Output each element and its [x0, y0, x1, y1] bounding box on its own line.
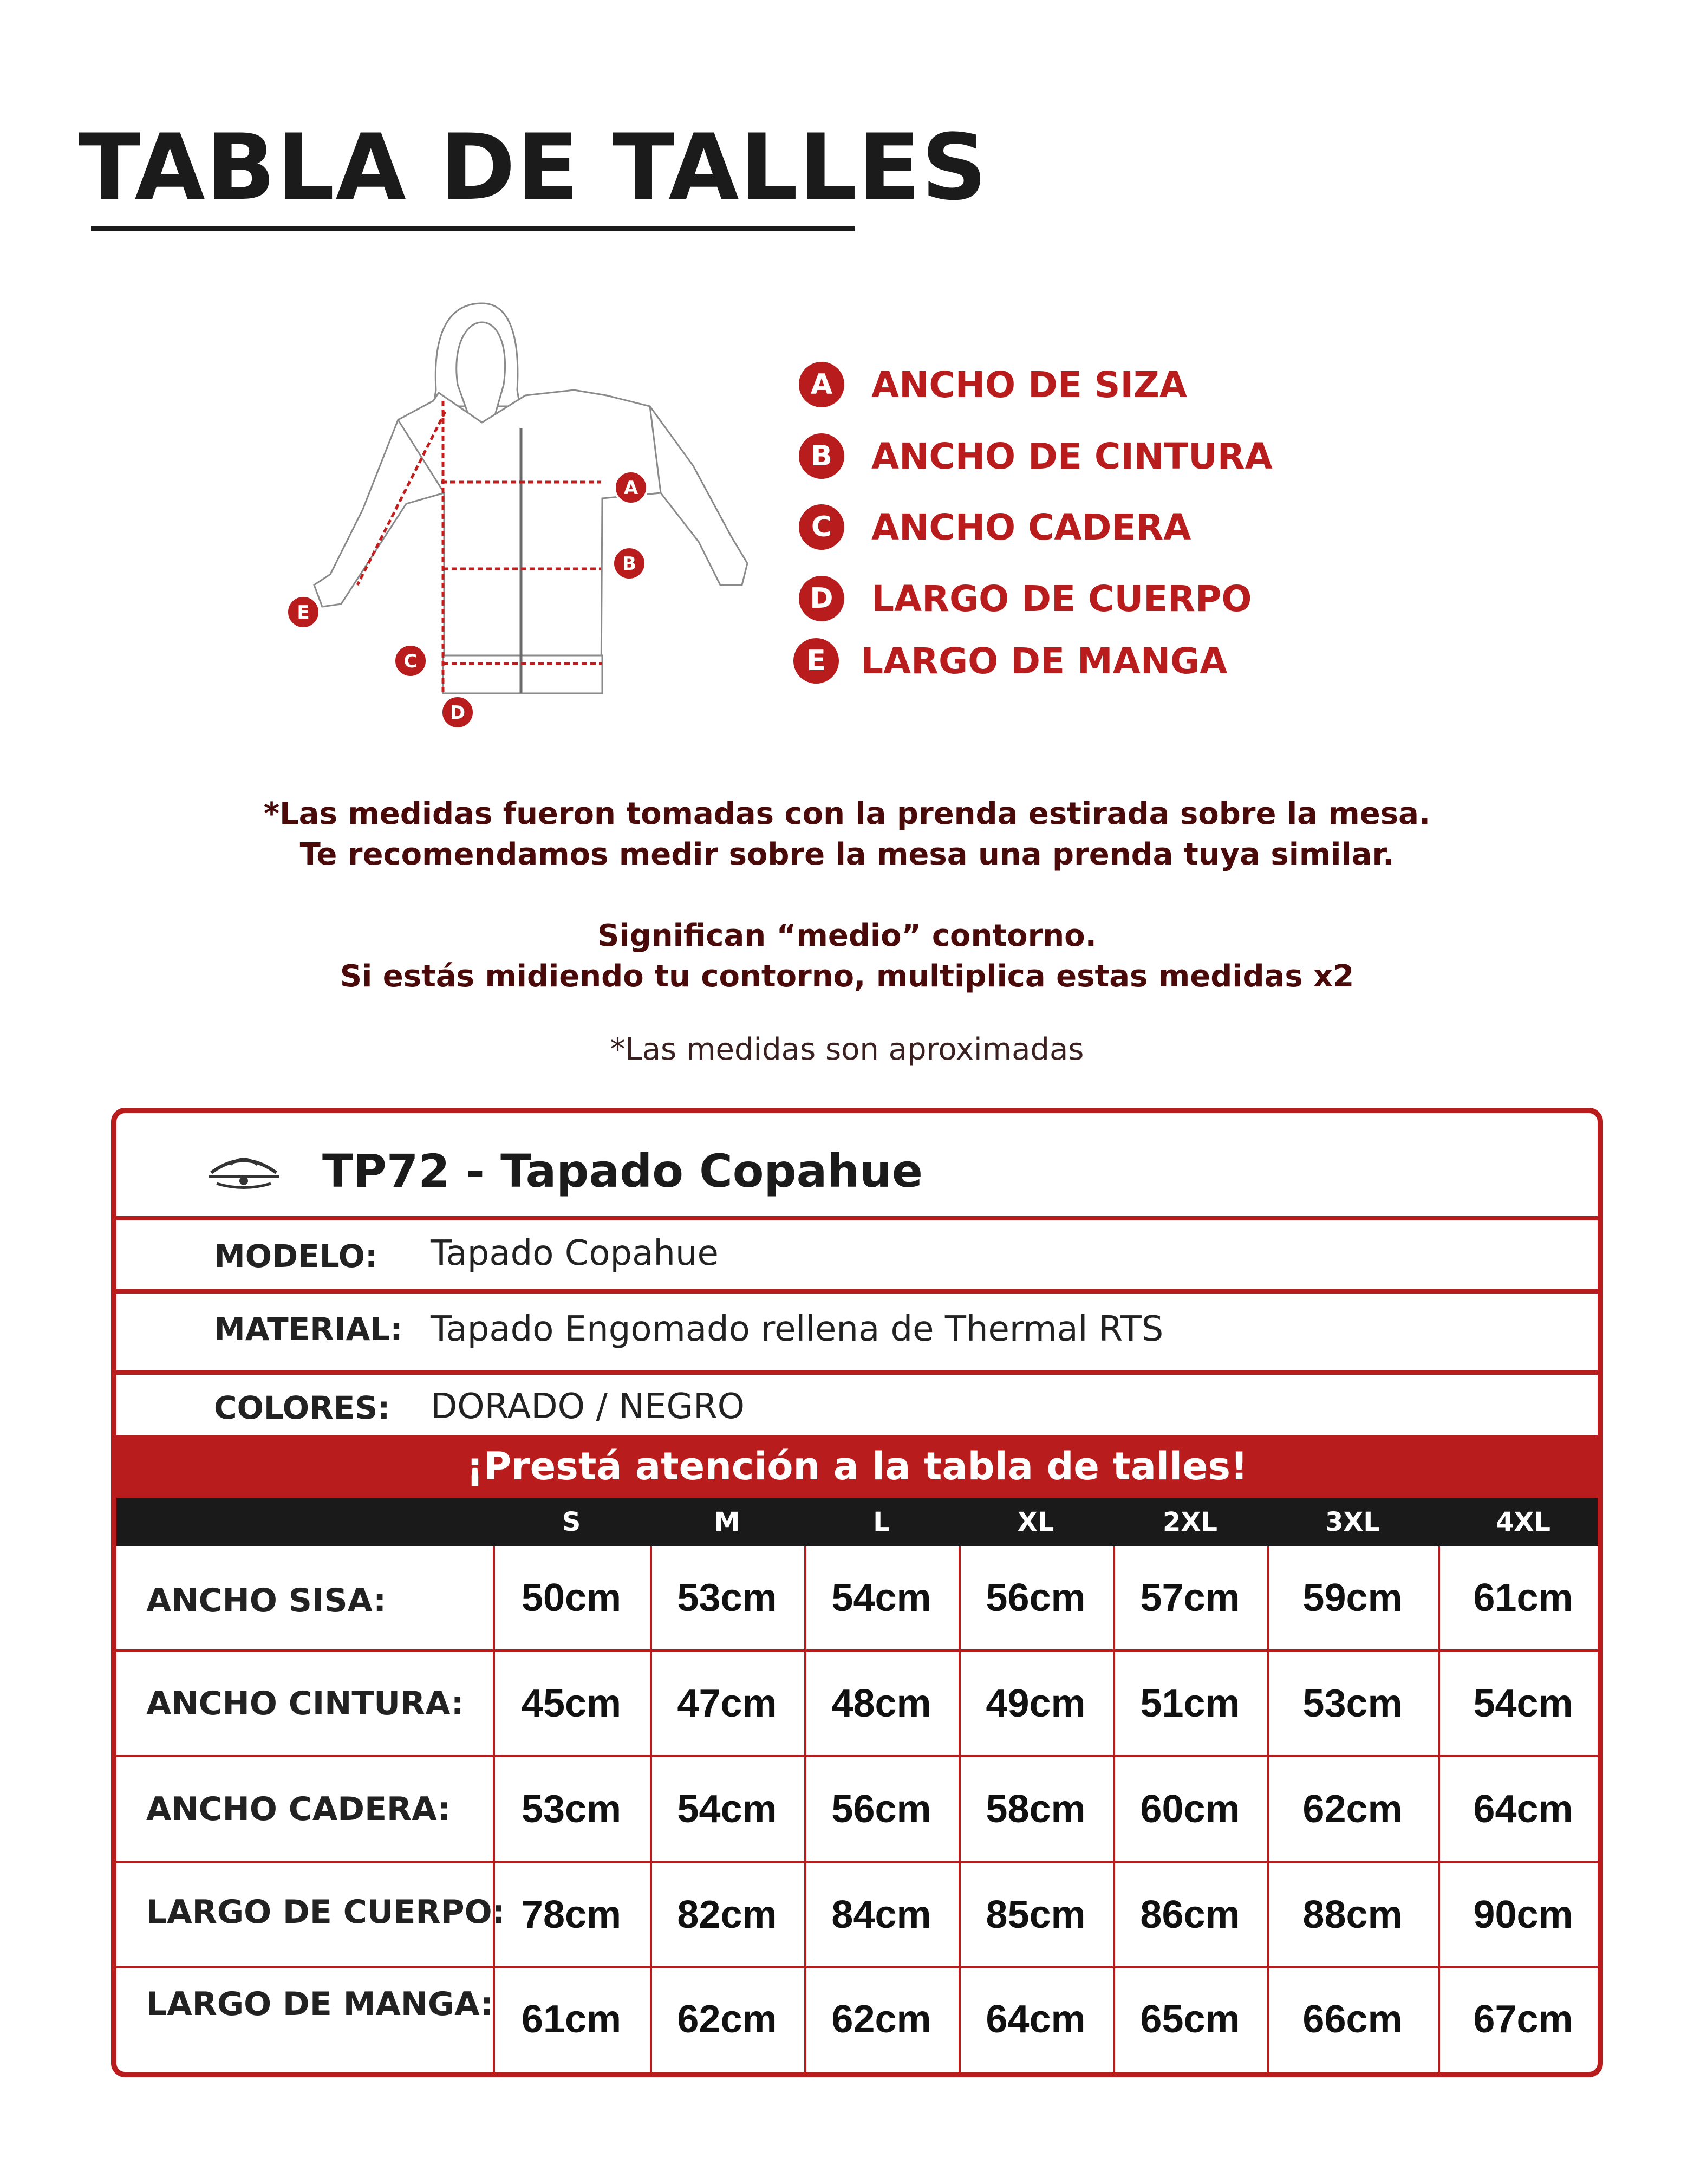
table-cell: 54cm [1473, 1682, 1573, 1725]
brand-logo-icon [206, 1143, 282, 1192]
grid-line [116, 1649, 1598, 1652]
table-cell: 60cm [1140, 1787, 1240, 1831]
legend-label: ANCHO DE CINTURA [871, 435, 1273, 477]
table-cell: 58cm [986, 1787, 1086, 1831]
table-cell: 53cm [677, 1576, 777, 1620]
divider [116, 1370, 1598, 1375]
legend-label: LARGO DE CUERPO [871, 577, 1252, 620]
size-header-xl: XL [1017, 1507, 1054, 1537]
row-label-ancho-sisa: ANCHO SISA: [146, 1582, 387, 1620]
table-cell: 45cm [521, 1682, 622, 1725]
svg-text:D: D [449, 702, 466, 724]
table-cell: 62cm [677, 1998, 777, 2041]
marker-c [394, 645, 427, 677]
row-label-ancho-cadera: ANCHO CADERA: [146, 1790, 451, 1828]
legend-item-c [799, 503, 1191, 551]
jacket-body [385, 390, 682, 682]
table-cell: 88cm [1302, 1893, 1403, 1936]
row-label-ancho-cintura: ANCHO CINTURA: [146, 1685, 464, 1722]
table-cell: 64cm [1473, 1787, 1573, 1831]
table-cell: 86cm [1140, 1893, 1240, 1936]
table-cell: 56cm [831, 1787, 931, 1831]
svg-text:C: C [403, 651, 418, 672]
jacket-right-sleeve [650, 406, 747, 585]
legend-item-e [793, 636, 1227, 685]
row-label-largo-cuerpo: LARGO DE CUERPO: [146, 1893, 505, 1931]
table-cell: 49cm [986, 1682, 1086, 1725]
legend-badge: E [793, 638, 839, 684]
note-line-1: *Las medidas fueron tomadas con la prenda estirada sobre la mesa. [263, 796, 1431, 831]
table-cell: 61cm [1473, 1576, 1573, 1620]
note-line-4: Si estás midiendo tu contorno, multiplica estas medidas x2 [340, 959, 1354, 994]
info-value-modelo: Tapado Copahue [431, 1233, 719, 1273]
size-header-l: L [873, 1507, 890, 1537]
table-cell: 65cm [1140, 1998, 1240, 2041]
grid-line [116, 1755, 1598, 1757]
table-cell: 82cm [677, 1893, 777, 1936]
table-cell: 66cm [1302, 1998, 1403, 2041]
jacket-diagram [271, 282, 758, 753]
marker-e [287, 596, 320, 628]
product-title: TP72 - Tapado Copahue [322, 1145, 923, 1198]
legend-badge: A [799, 362, 844, 407]
legend-item-b [799, 432, 1273, 480]
table-cell: 53cm [1302, 1682, 1403, 1725]
attention-banner: ¡Prestá atención a la tabla de talles! [116, 1435, 1598, 1498]
table-cell: 50cm [521, 1576, 622, 1620]
page-title: TABLA DE TALLES [79, 114, 988, 220]
row-label-largo-manga: LARGO DE MANGA: [146, 1985, 493, 2023]
divider [116, 1216, 1598, 1220]
table-cell: 57cm [1140, 1576, 1240, 1620]
note-line-2: Te recomendamos medir sobre la mesa una prenda tuya similar. [299, 837, 1395, 872]
svg-text:E: E [297, 602, 310, 623]
size-header-m: M [714, 1507, 740, 1537]
legend-label: ANCHO DE SIZA [871, 363, 1187, 406]
legend-badge: B [799, 433, 844, 479]
table-cell: 56cm [986, 1576, 1086, 1620]
table-cell: 62cm [831, 1998, 931, 2041]
table-cell: 64cm [986, 1998, 1086, 2041]
marker-a [615, 471, 647, 504]
size-header-bar [116, 1498, 1598, 1546]
table-cell: 53cm [521, 1787, 622, 1831]
table-cell: 54cm [831, 1576, 931, 1620]
size-header-s: S [562, 1507, 581, 1537]
product-card [111, 1108, 1603, 2077]
legend-badge: D [799, 576, 844, 621]
size-header-4xl: 4XL [1496, 1507, 1550, 1537]
table-cell: 54cm [677, 1787, 777, 1831]
title-underline [91, 226, 855, 231]
svg-text:B: B [622, 553, 636, 575]
legend-item-a [799, 360, 1187, 409]
note-line-3: Significan “medio” contorno. [597, 918, 1097, 953]
table-cell: 59cm [1302, 1576, 1403, 1620]
info-label-modelo: MODELO: [214, 1238, 378, 1275]
card-header [116, 1113, 1598, 1221]
info-label-material: MATERIAL: [214, 1311, 403, 1348]
size-header-3xl: 3XL [1325, 1507, 1380, 1537]
table-cell: 84cm [831, 1893, 931, 1936]
table-cell: 85cm [986, 1893, 1086, 1936]
table-cell: 67cm [1473, 1998, 1573, 2041]
table-cell: 51cm [1140, 1682, 1240, 1725]
table-cell: 90cm [1473, 1893, 1573, 1936]
legend-label: LARGO DE MANGA [861, 640, 1228, 682]
marker-b [613, 547, 646, 580]
table-cell: 62cm [1302, 1787, 1403, 1831]
legend-badge: C [799, 504, 844, 550]
divider [116, 1289, 1598, 1294]
info-value-material: Tapado Engomado rellena de Thermal RTS [431, 1309, 1164, 1349]
table-cell: 47cm [677, 1682, 777, 1725]
marker-d [441, 696, 474, 729]
size-header-2xl: 2XL [1163, 1507, 1217, 1537]
info-label-colores: COLORES: [214, 1389, 390, 1426]
legend-label: ANCHO CADERA [871, 506, 1191, 548]
grid-line [116, 1861, 1598, 1863]
table-cell: 48cm [831, 1682, 931, 1725]
svg-text:A: A [623, 477, 638, 499]
legend-item-d [799, 574, 1252, 623]
note-line-5: *Las medidas son aproximadas [610, 1032, 1084, 1067]
info-value-colores: DORADO / NEGRO [431, 1387, 745, 1427]
table-cell: 61cm [521, 1998, 622, 2041]
table-cell: 78cm [521, 1893, 622, 1936]
